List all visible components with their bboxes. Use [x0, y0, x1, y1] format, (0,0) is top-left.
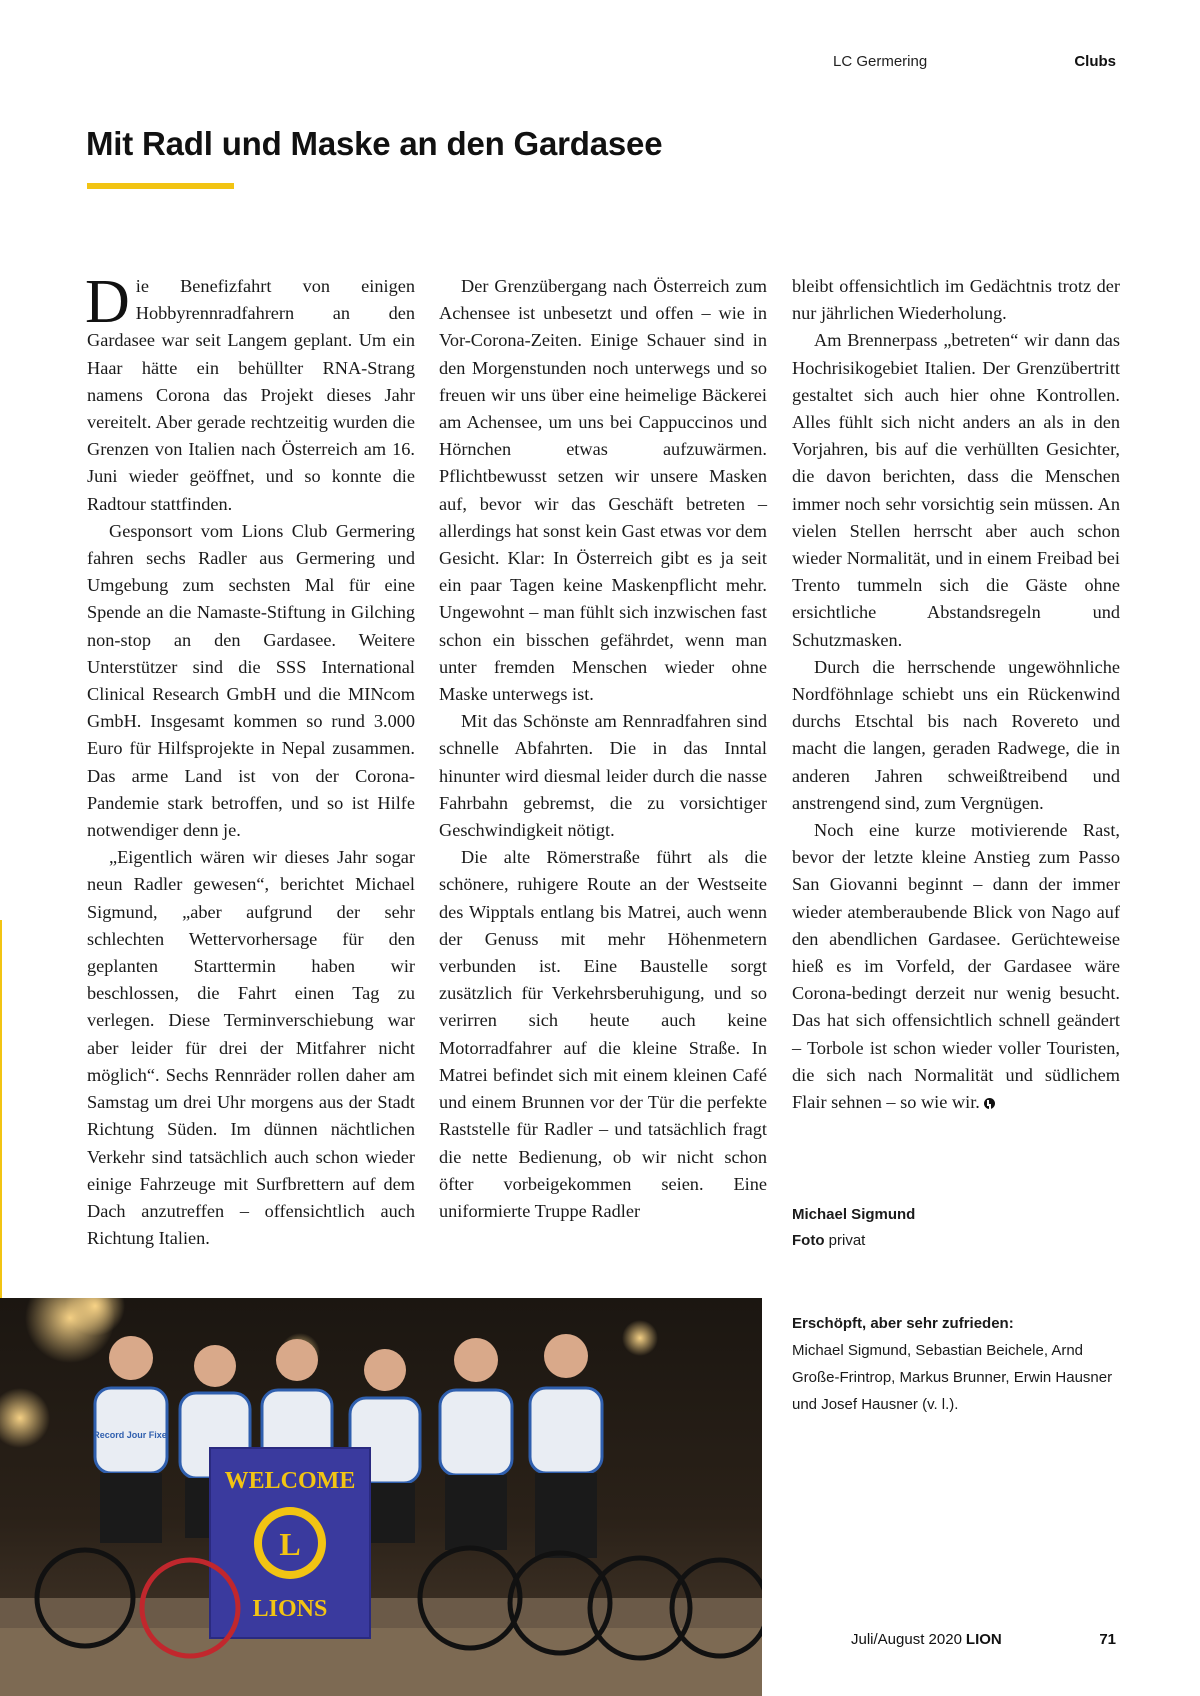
- header-category: Clubs: [1074, 53, 1116, 70]
- byline-author: Michael Sigmund: [792, 1206, 916, 1223]
- headline-accent-rule: [87, 183, 234, 189]
- article-paragraph: Der Grenzübergang nach Österreich zum Achensee ist unbesetzt und offen – wie in Vor-Corona-Zeiten. Einige Schauer sind in den Morgenstunden noch unterwegs und so freuen wir uns über eine heimelige Bäckerei am Achensee, um uns bei Cappuccinos und Hörnchen etwas aufzuwärmen. Pflichtbewusst setzen wir unsere Masken auf, bevor wir das Geschäft betreten – allerdings hat sonst kein Gast etwas vor dem Gesicht. Klar: In Österreich gibt es ja seit ein paar Tagen keine Maskenpflicht mehr. Ungewohnt – man fühlt sich inzwischen fast schon ein bisschen gefährdet, wenn man unter fremden Menschen wieder ohne Maske unterwegs ist.: [439, 276, 767, 705]
- footer-issue: Juli/August 2020 LION: [851, 1631, 1002, 1648]
- photo-caption: [792, 1310, 1132, 1418]
- banner-text-top: WELCOME: [224, 1468, 356, 1494]
- article-paragraph: Die Benefizfahrt von einigen Hobbyrennradfahrern an den Gardasee war seit Langem geplant. Um ein Haar hätte ein behüllter RNA-Strang namens Corona das Projekt dieses Jahr vereitelt. Aber gerade rechtzeitig wurden die Grenzen von Italien nach Österreich am 16. Juni wieder geöffnet, und so konnte die Radtour stattfinden.: [85, 268, 415, 514]
- article-paragraph: Die alte Römerstraße führt als die schönere, ruhigere Route an der Westseite des Wipptals entlang bis Matrei, auch wenn der Genuss mit mehr Höhenmetern verbunden ist. Eine Baustelle sorgt zusätzlich für Verkehrsberuhigung, und so verirren sich heute auch keine Motorradfahrer auf die kleine Straße. In Matrei befindet sich mit einem kleinen Café und einem Brunnen vor der Tür die perfekte Raststelle für Radler – und tatsächlich fragt die nette Bedienung, ob wir nicht schon öfter vorbeigekommen seien. Eine uniformierte Truppe Radler: [439, 847, 767, 1221]
- article-paragraph: Am Brennerpass „betreten“ wir dann das Hochrisikogebiet Italien. Der Grenzübertritt gestaltet sich auch hier ohne Kontrollen. Alles fühlt sich nicht anders an als in den Vorjahren, bis auf die verhüllten Gesichter, die davon berichten, dass die Menschen immer noch sehr vorsichtig sein müssen. An vielen Stellen herrscht aber auch schon wieder Normalität, und in einem Freibad bei Trento tummeln sich die Gäste ohne ersichtliche Abstandsregeln und Schutzmasken.: [792, 330, 1120, 650]
- page-number: 71: [1099, 1631, 1116, 1648]
- article-paragraph: Durch die herrschende ungewöhnliche Nordföhnlage schiebt uns ein Rückenwind durchs Etschtal bis nach Rovereto und macht die langen, geraden Radwege, die in anderen Jahren schweißtreibend und anstrengend sind, zum Vergnügen.: [792, 656, 1120, 813]
- article-paragraph: „Eigentlich wären wir dieses Jahr sogar neun Radler gewesen“, berichtet Michael Sigmund, „aber aufgrund der sehr schlechten Wettervorhersage für den geplanten Starttermin haben wir beschlossen, die Fahrt einen Tag zu verlegen. Diese Terminverschiebung war aber leider für drei der Mitfahrer nicht möglich“. Sechs Rennräder rollen daher am Samstag um drei Uhr morgens aus der Stadt Richtung Süden. Im dünnen nächtlichen Verkehr sind tatsächlich auch schon wieder einige Fahrzeuge mit Surfbrettern auf dem Dach anzutreffen – offensichtlich auch Richtung Italien.: [87, 847, 415, 1249]
- caption-text: Michael Sigmund, Sebastian Beichele, Arnd Große-Frintrop, Markus Brunner, Erwin Hausner und Josef Hausner (v. l.).: [792, 1342, 1113, 1413]
- byline: [792, 1202, 915, 1254]
- article-column-3: [792, 273, 1120, 1116]
- banner-text-bottom: LIONS: [252, 1596, 328, 1622]
- caption-title: Erschöpft, aber sehr zufrieden:: [792, 1315, 1014, 1332]
- article-paragraph: bleibt offensichtlich im Gedächtnis trotz der nur jährlichen Wiederholung.: [792, 276, 1120, 324]
- banner: [210, 1448, 370, 1638]
- article-paragraph: Noch eine kurze motivierende Rast, bevor der letzte kleine Anstieg zum Passo San Giovanni beginnt – dann der immer wieder atemberaubende Blick von Nago auf den abendlichen Gardasee. Gerüchteweise hieß es im Vorfeld, der Gardasee wäre Corona-bedingt derzeit nur wenig besucht. Das hat sich offensichtlich schnell geändert – Torbole ist schon wieder voller Touristen, die sich nach Normalität und südlichem Flair sehnen – so wie wir.: [792, 820, 1120, 1113]
- header-section: LC Germering: [833, 53, 928, 70]
- drop-cap: D: [85, 268, 130, 336]
- article-column-2: [439, 273, 767, 1225]
- article-paragraph: Gesponsort vom Lions Club Germering fahren sechs Radler aus Germering und Umgebung zum sechsten Mal für eine Spende an die Namaste-Stiftung in Gilching non-stop an den Gardasee. Weitere Unterstützer sind die SSS International Clinical Research GmbH und die MINcom GmbH. Insgesamt kommen so rund 3.000 Euro für Hilfsprojekte in Nepal zusammen. Das arme Land ist von der Corona-Pandemie stark betroffen, und so ist Hilfe notwendiger denn je.: [87, 520, 415, 841]
- article-paragraph: Mit das Schönste am Rennradfahren sind schnelle Abfahrten. Die in das Inntal hinunter wird diesmal leider durch die nasse Fahrbahn gebremst, die zu vorsichtiger Geschwindigkeit nötigt.: [439, 711, 767, 841]
- page-edge-accent: [0, 920, 2, 1300]
- jersey-text: Record Jour Fixe: [93, 1430, 167, 1440]
- photo-credit: privat: [828, 1232, 866, 1249]
- photo-credit-label: Foto: [792, 1232, 825, 1249]
- lion-end-mark-icon: [984, 1098, 995, 1109]
- emblem-letter: L: [279, 1526, 301, 1562]
- article-headline: Mit Radl und Maske an den Gardasee: [86, 125, 663, 162]
- footer-brand: LION: [965, 1631, 1002, 1648]
- group-photo: [0, 1298, 762, 1696]
- article-column-1: [85, 268, 415, 1252]
